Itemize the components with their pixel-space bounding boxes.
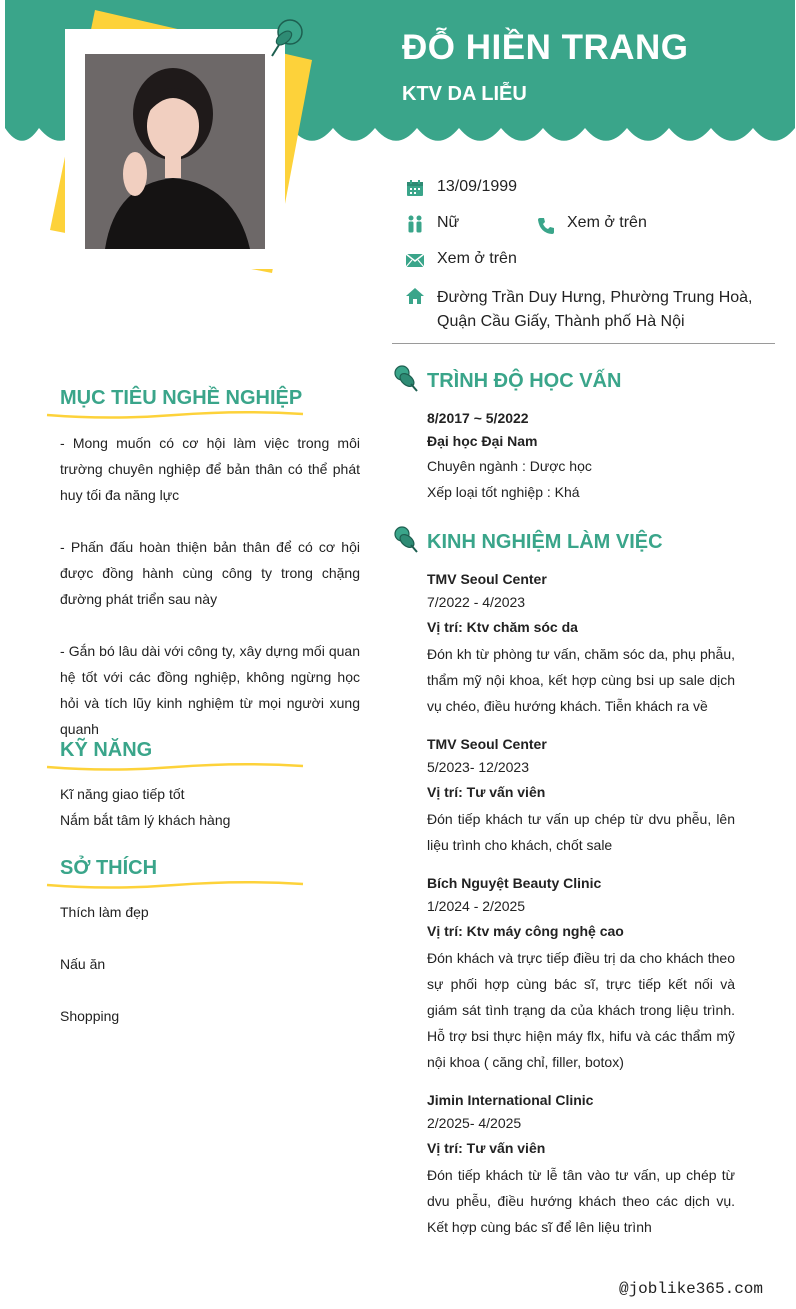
phone-icon	[536, 216, 556, 236]
hobbies-title: SỞ THÍCH	[60, 857, 158, 879]
experience-item	[427, 1089, 735, 1240]
hobby-item: Thích làm đẹp	[60, 904, 149, 920]
candidate-name: ĐỖ HIỀN TRANG	[402, 28, 689, 67]
job-description: Đón tiếp khách tư vấn up chép từ dvu phễu, lên liệu trình cho khách, chốt sale	[427, 811, 735, 853]
job-period: 5/2023- 12/2023	[427, 759, 529, 775]
education-school: Đại học Đại Nam	[427, 433, 538, 449]
mail-icon	[405, 250, 425, 270]
job-position: Vị trí: Ktv máy công nghệ cao	[427, 923, 624, 939]
home-icon	[405, 286, 425, 306]
experience-item	[427, 872, 735, 1075]
job-position: Vị trí: Ktv chăm sóc da	[427, 619, 578, 635]
job-company: Bích Nguyệt Beauty Clinic	[427, 875, 602, 891]
gender-text: Nữ	[437, 214, 460, 231]
objective-underline	[45, 408, 305, 422]
hobbies-underline	[45, 878, 305, 892]
objective-paragraph-1: - Mong muốn có cơ hội làm việc trong môi trường chuyên nghiệp để bản thân có thể phát huy tối đa năng lực	[60, 435, 360, 503]
job-position: Vị trí: Tư vấn viên	[427, 784, 546, 800]
job-period: 7/2022 - 4/2023	[427, 594, 526, 610]
hobby-item: Shopping	[60, 1008, 120, 1024]
job-period: 1/2024 - 2/2025	[427, 898, 526, 914]
address-line-1: Đường Trần Duy Hưng, Phường Trung Hoà,	[437, 289, 753, 306]
phone-text: Xem ở trên	[567, 214, 647, 231]
pushpin-icon	[392, 364, 418, 392]
job-description: Đón kh từ phòng tư vấn, chăm sóc da, phụ phẫu, thẩm mỹ nội khoa, kết hợp cùng bsi up sale dịch vụ chéo, điều hướng khách. Tiễn khách ra về	[427, 646, 735, 714]
divider	[392, 343, 775, 344]
experience-item	[427, 568, 735, 719]
profile-photo	[85, 54, 265, 249]
job-company: TMV Seoul Center	[427, 571, 547, 587]
objective-paragraph-3: - Gắn bó lâu dài với công ty, xây dựng mối quan hệ tốt với các đồng nghiệp, không ngừng học hỏi và tích lũy kinh nghiệm từ mọi người xung quanh	[60, 643, 360, 737]
education-period: 8/2017 ~ 5/2022	[427, 410, 529, 426]
address-text	[437, 286, 752, 334]
job-company: TMV Seoul Center	[427, 736, 547, 752]
address-line-2: Quận Cầu Giấy, Thành phố Hà Nội	[437, 313, 685, 330]
hobby-item: Nấu ăn	[60, 956, 106, 972]
calendar-icon	[405, 178, 425, 198]
education-title: TRÌNH ĐỘ HỌC VẤN	[427, 370, 622, 392]
skills-underline	[45, 760, 305, 774]
education-major: Chuyên ngành : Dược học	[427, 458, 592, 474]
education-block	[427, 407, 735, 505]
experience-title: KINH NGHIỆM LÀM VIỆC	[427, 531, 663, 553]
job-description: Đón khách và trực tiếp điều trị da cho khách theo sự phối hợp cùng bác sĩ, trực tiếp kết nối và giám sát tình trạng da của khách trong liệu trình. Hỗ trợ bsi thực hiện máy flx, hifu và các thẩm mỹ nội khoa ( căng chỉ, filler, botox)	[427, 950, 735, 1070]
pushpin-icon	[392, 525, 418, 553]
skills-title: KỸ NĂNG	[60, 739, 153, 761]
candidate-role: KTV DA LIỄU	[402, 83, 527, 105]
skill-item: Kĩ năng giao tiếp tốt	[60, 786, 185, 802]
job-description: Đón tiếp khách từ lễ tân vào tư vấn, up chép từ dvu phễu, điều hướng khách theo các dịch vụ. Kết hợp cùng bác sĩ để lên liệu trình	[427, 1167, 735, 1235]
dob-text: 13/09/1999	[437, 178, 518, 195]
people-icon	[405, 214, 425, 234]
footer-handle: @joblike365.com	[618, 1280, 763, 1298]
job-period: 2/2025- 4/2025	[427, 1115, 522, 1131]
job-company: Jimin International Clinic	[427, 1092, 594, 1108]
job-position: Vị trí: Tư vấn viên	[427, 1140, 546, 1156]
education-grade: Xếp loại tốt nghiệp : Khá	[427, 484, 580, 500]
skill-item: Nắm bắt tâm lý khách hàng	[60, 812, 231, 828]
objective-title: MỤC TIÊU NGHỀ NGHIỆP	[60, 387, 303, 409]
email-text: Xem ở trên	[437, 250, 517, 267]
experience-item	[427, 733, 735, 858]
objective-paragraph-2: - Phấn đấu hoàn thiện bản thân để có cơ hội được đồng hành cùng công ty trong chặng đường phát triển sau này	[60, 539, 360, 607]
pushpin-icon	[266, 16, 308, 60]
